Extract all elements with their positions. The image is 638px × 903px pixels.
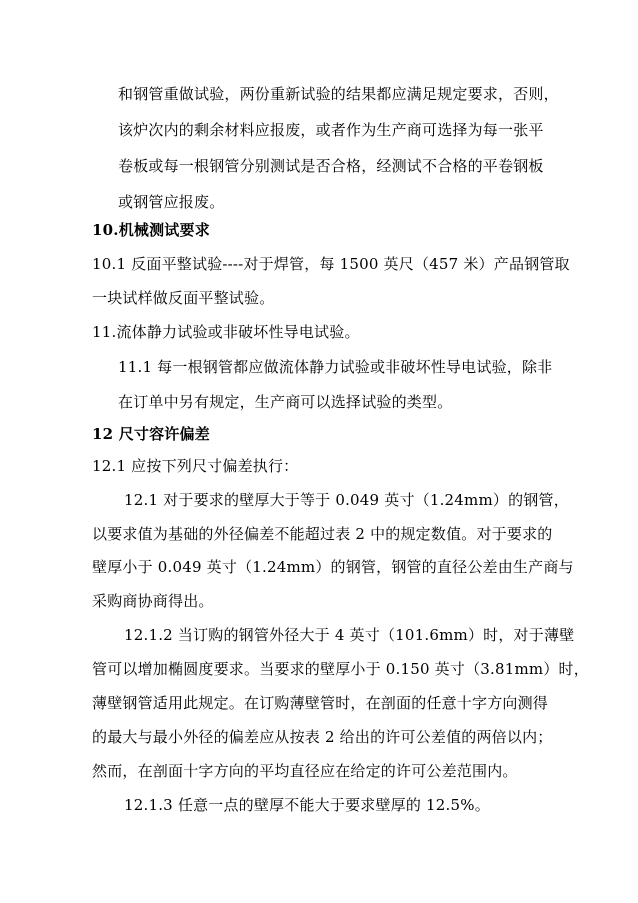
paragraph-line: 12.1.3 任意一点的壁厚不能大于要求壁厚的 12.5%。 bbox=[124, 796, 490, 814]
paragraph-line: 以要求值为基础的外径偏差不能超过表 2 中的规定数值。对于要求的 bbox=[92, 525, 553, 543]
paragraph-line: 的最大与最小外径的偏差应从按表 2 给出的许可公差值的两倍以内； bbox=[92, 728, 553, 746]
paragraph-line: 12.1.2 当订购的钢管外径大于 4 英寸（101.6mm）时，对于薄壁 bbox=[124, 626, 575, 644]
paragraph-line: 薄壁钢管适用此规定。在订购薄壁管时，在剖面的任意十字方向测得 bbox=[92, 694, 549, 712]
paragraph-line: 在订单中另有规定，生产商可以选择试验的类型。 bbox=[118, 393, 453, 411]
paragraph-line: 10.1 反面平整试验----对于焊管，每 1500 英尺（457 米）产品钢管取 bbox=[92, 255, 570, 273]
paragraph-line: 和钢管重做试验，两份重新试验的结果都应满足规定要求，否则， bbox=[118, 85, 559, 103]
section-heading-10: 10.机械测试要求 bbox=[92, 221, 210, 239]
paragraph-line: 然而，在剖面十字方向的平均直径应在给定的许可公差范围内。 bbox=[92, 762, 518, 780]
paragraph-line: 12.1 对于要求的壁厚大于等于 0.049 英寸（1.24mm）的钢管， bbox=[124, 491, 569, 509]
paragraph-line: 管可以增加椭圆度要求。当要求的壁厚小于 0.150 英寸（3.81mm）时， bbox=[92, 660, 589, 678]
paragraph-line: 采购商协商得出。 bbox=[92, 592, 214, 610]
paragraph-line: 一块试样做反面平整试验。 bbox=[92, 289, 275, 307]
paragraph-line: 该炉次内的剩余材料应报废，或者作为生产商可选择为每一张平 bbox=[118, 121, 544, 139]
paragraph-line: 壁厚小于 0.049 英寸（1.24mm）的钢管，钢管的直径公差由生产商与 bbox=[92, 558, 574, 576]
section-heading-12: 12 尺寸容许偏差 bbox=[92, 425, 210, 443]
paragraph-line: 卷板或每一根钢管分别测试是否合格，经测试不合格的平卷钢板 bbox=[118, 157, 544, 175]
paragraph-line: 或钢管应报废。 bbox=[118, 193, 225, 211]
section-heading-11: 11.流体静力试验或非破坏性导电试验。 bbox=[92, 323, 360, 341]
paragraph-line: 12.1 应按下列尺寸偏差执行： bbox=[92, 457, 299, 475]
paragraph-line: 11.1 每一根钢管都应做流体静力试验或非破坏性导电试验，除非 bbox=[118, 358, 553, 376]
